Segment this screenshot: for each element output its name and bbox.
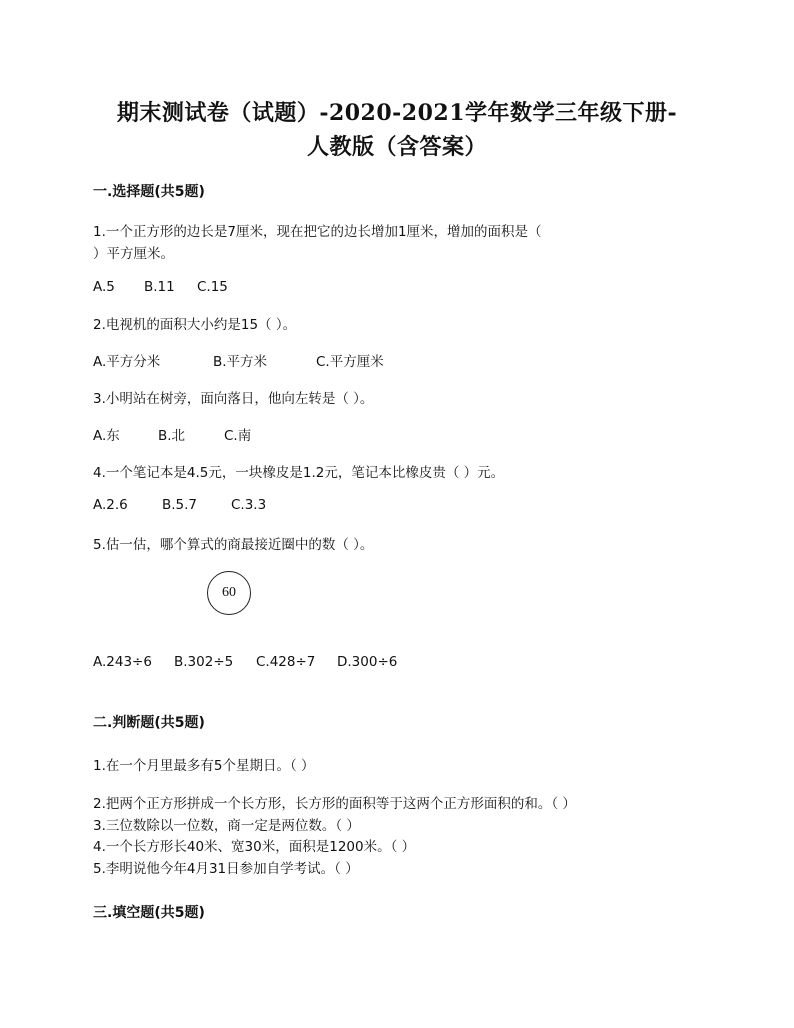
document-title-line-2: 人教版（含答案） [306,134,487,160]
option-c: C.南 [224,428,252,444]
option-c: C.3.3 [231,497,267,513]
circled-number [207,571,251,615]
option-d: D.300÷6 [337,654,398,670]
question-2-options [93,350,384,370]
question-2-text: 2.电视机的面积大小约是15（ ）。 [93,317,297,333]
option-a: A.5 [93,279,115,295]
option-b: B.302÷5 [174,654,234,670]
judgment-item-1: 1.在一个月里最多有5个星期日。（ ） [93,758,315,774]
option-a: A.243÷6 [93,654,152,670]
section-heading-choice: 一.选择题(共5题) [93,184,205,200]
option-a: A.2.6 [93,497,128,513]
question-3-options [93,424,251,444]
question-1-options [93,279,228,295]
circled-number-value: 60 [222,585,236,600]
question-5-text: 5.估一估，哪个算式的商最接近圈中的数（ ）。 [93,537,374,553]
question-3-text: 3.小明站在树旁，面向落日，他向左转是（ ）。 [93,391,374,407]
question-1-text-line-2: ）平方厘米。 [93,246,174,262]
question-4-options [93,497,266,513]
option-b: B.北 [158,428,186,444]
judgment-item-3: 3.三位数除以一位数，商一定是两位数。（ ） [93,818,360,834]
section-heading-judgment: 二.判断题(共5题) [93,715,205,731]
judgment-item-5: 5.李明说他今年4月31日参加自学考试。（ ） [93,861,359,877]
option-b: B.5.7 [162,497,198,513]
option-c: C.15 [197,279,228,295]
section-heading-fill-blank: 三.填空题(共5题) [93,905,205,921]
judgment-item-2: 2.把两个正方形拼成一个长方形，长方形的面积等于这两个正方形面积的和。（ ） [93,796,576,812]
document-title-line-1: 期末测试卷（试题）-2020-2021学年数学三年级下册- [116,100,678,126]
question-4-text: 4.一个笔记本是4.5元，一块橡皮是1.2元，笔记本比橡皮贵（ ）元。 [93,465,505,481]
option-b: B.平方米 [213,354,268,370]
question-5-options [93,654,397,670]
option-a: A.东 [93,428,120,444]
option-a: A.平方分米 [93,354,161,370]
question-1-text-line-1: 1.一个正方形的边长是7厘米，现在把它的边长增加1厘米，增加的面积是（ [93,224,542,240]
option-c: C.平方厘米 [316,354,384,370]
option-c: C.428÷7 [256,654,316,670]
judgment-item-4: 4.一个长方形长40米、宽30米，面积是1200米。（ ） [93,839,416,855]
option-b: B.11 [144,279,175,295]
